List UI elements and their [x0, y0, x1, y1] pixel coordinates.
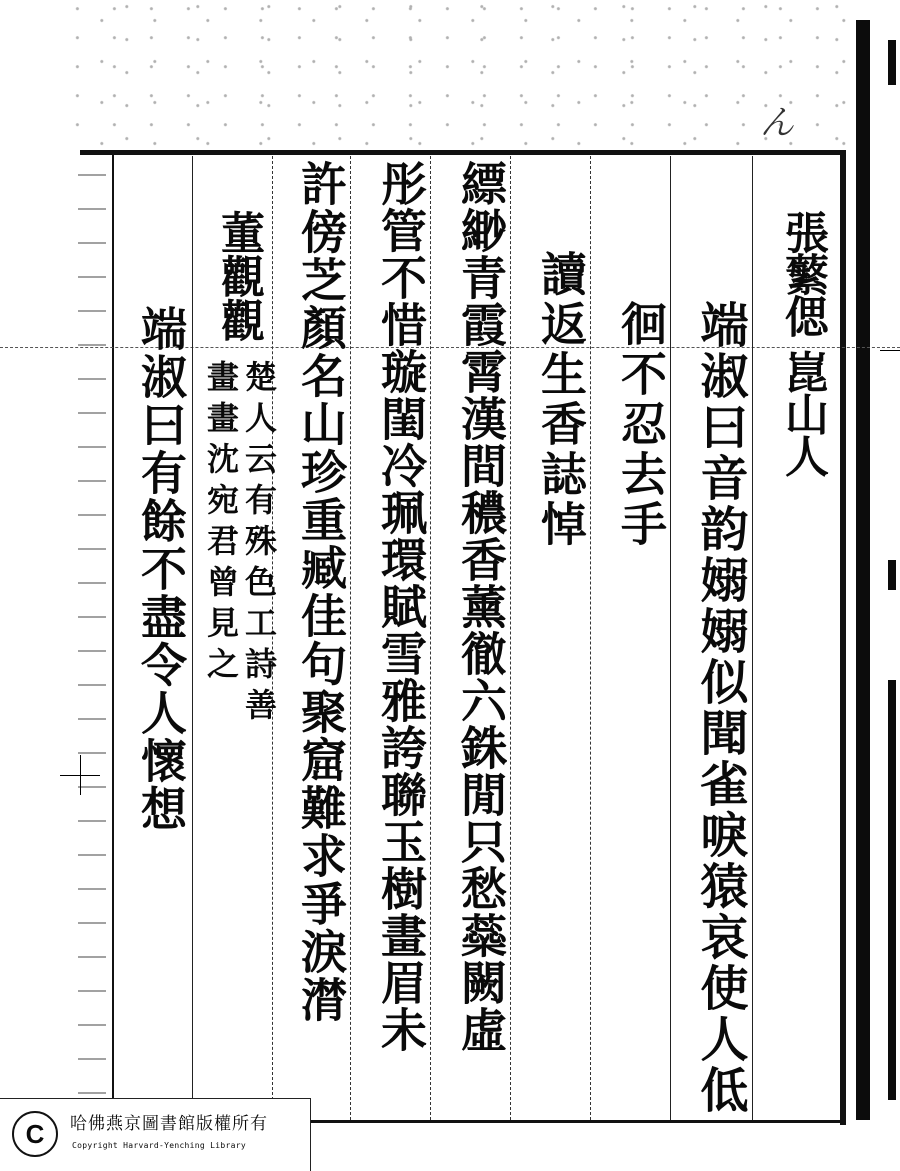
book-edge: [856, 20, 870, 1120]
author-note-column: 楚人云有殊色工詩善: [240, 360, 278, 729]
poem-column: 許傍芝顏名山珍重臧佳句聚窟難求爭淚潸: [294, 160, 348, 1024]
heading-column: 張蘩偲 崑山人: [777, 210, 828, 476]
book-edge-strip: [888, 560, 896, 590]
frame-top-border: [80, 150, 845, 155]
crop-mark: [880, 350, 900, 351]
copyright-stamp: [0, 1098, 311, 1171]
commentary-column: 徊不忍去手: [614, 300, 668, 550]
book-edge-strip: [888, 40, 896, 85]
poem-column: 彤管不惜璇閨冷珮環賦雪雅誇聯玉樹畫眉未: [374, 160, 428, 1053]
title-column: 讀返生香誌悼: [534, 250, 588, 550]
poem-column: 縹緲青霞霄漢間穠香薰徹六銖閒只愁蘂闕虛: [454, 160, 508, 1053]
crop-mark: [80, 755, 81, 795]
book-edge-strip: [888, 680, 896, 1100]
frame-left-border: [112, 150, 114, 1122]
copyright-icon: C: [12, 1111, 58, 1157]
copyright-english: Copyright Harvard-Yenching Library: [72, 1141, 246, 1150]
author-note-column: 畫畫沈宛君曾見之: [202, 360, 240, 688]
author-name: 董觀觀: [213, 210, 264, 342]
left-gutter-noise: [78, 160, 106, 1110]
top-margin-noise: [70, 0, 850, 150]
top-margin-mark: ん: [760, 103, 794, 143]
frame-right-border: [840, 150, 846, 1125]
commentary-column: 端淑曰有餘不盡令人懷想: [134, 305, 188, 833]
commentary-column: 端淑曰音韵嫋嫋似聞雀唳猿哀使人低: [692, 300, 748, 1116]
copyright-chinese: 哈佛燕京圖書館版權所有: [70, 1114, 268, 1134]
